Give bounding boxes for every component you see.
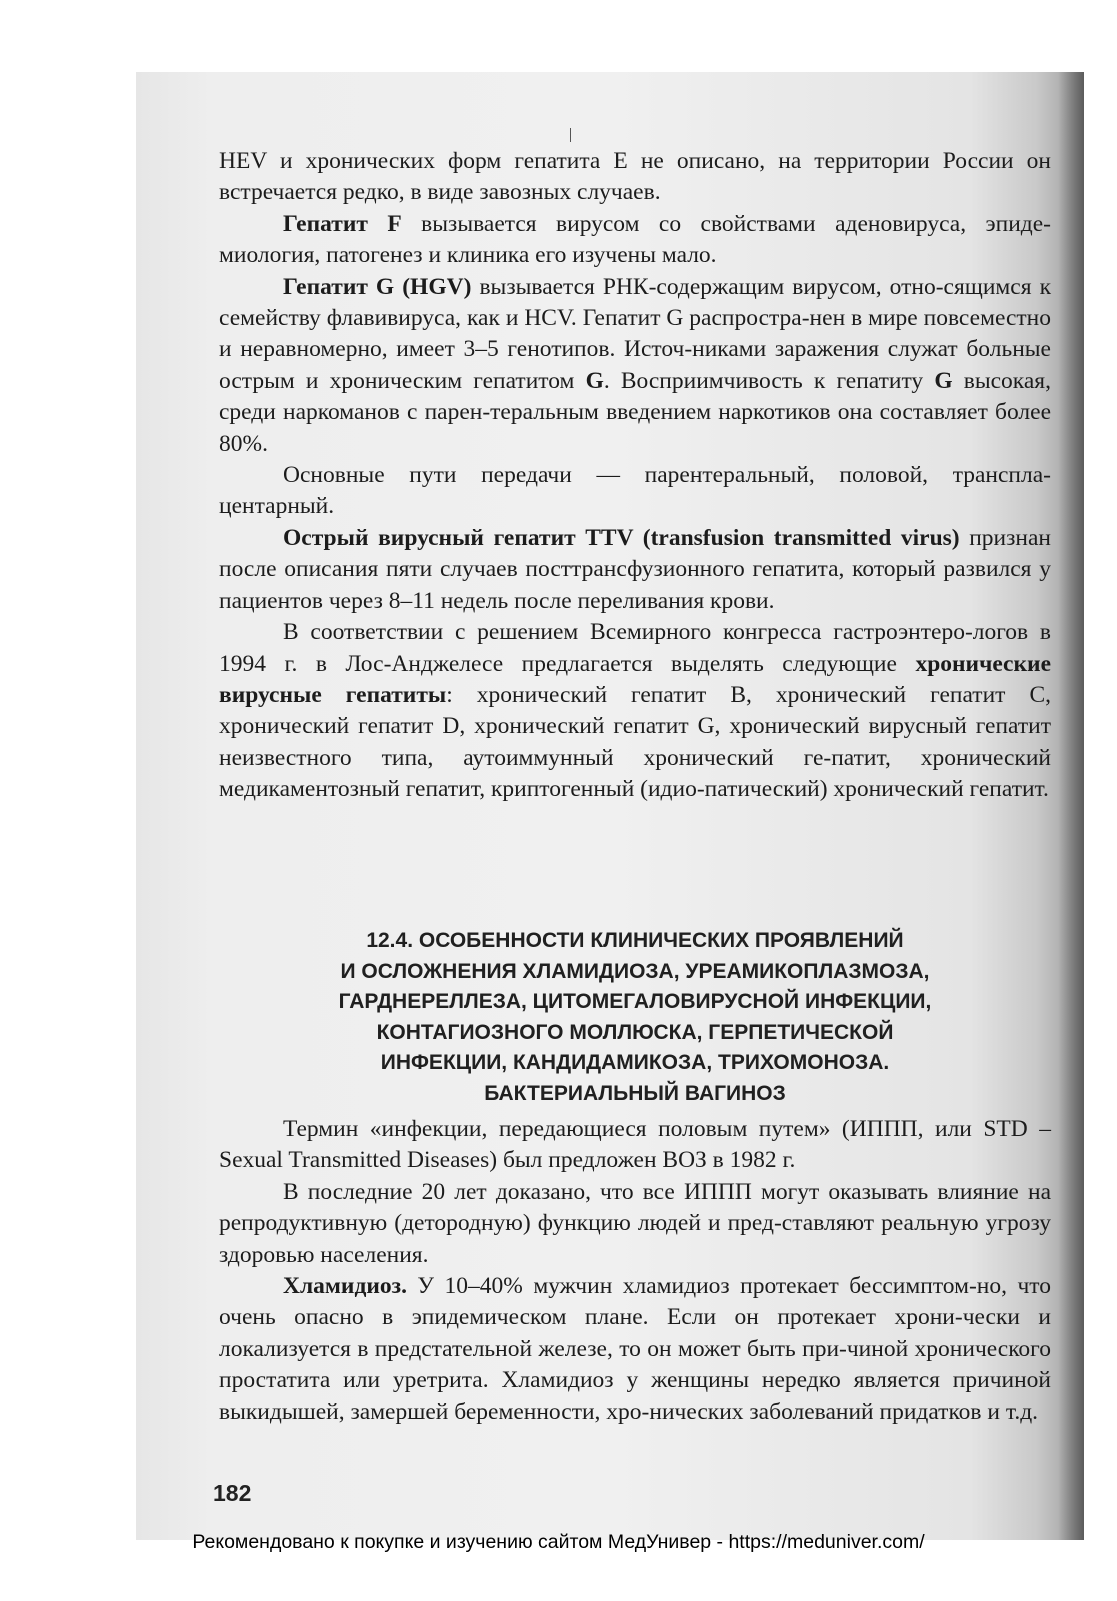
- paragraph-p3: [219, 272, 1051, 460]
- text-run: В соответствии с решением Всемирного конгресса гастроэнтеро-логов в 1994 г. в Лос-Анджелесе предлагается выделять следующие: [219, 619, 1051, 677]
- section-heading-line: И ОСЛОЖНЕНИЯ ХЛАМИДИОЗА, УРЕАМИКОПЛАЗМОЗА,: [340, 959, 930, 983]
- page-number: 182: [213, 1480, 252, 1506]
- section-heading-line: КОНТАГИОЗНОГО МОЛЛЮСКА, ГЕРПЕТИЧЕСКОЙ: [376, 1020, 894, 1044]
- section-heading-line: 12.4. ОСОБЕННОСТИ КЛИНИЧЕСКИХ ПРОЯВЛЕНИЙ: [366, 929, 904, 952]
- section-heading-line: ГАРДНЕРЕЛЛЕЗА, ЦИТОМЕГАЛОВИРУСНОЙ ИНФЕКЦИИ,: [338, 990, 932, 1013]
- bold-term: G: [585, 367, 604, 394]
- text-run: В последние 20 лет доказано, что все ИППП могут оказывать влияние на репродуктивную (детородную) функцию людей и пред-ставляют реальную угрозу здоровью населения.: [219, 1178, 1051, 1268]
- footer-recommendation: Рекомендовано к покупке и изучению сайтом МедУнивер - https://meduniver.com/: [192, 1531, 925, 1553]
- text-run: вызывается РНК-содержащим вирусом, отно-сящимся к семейству флавивируса, как и HCV. Гепатит G распростра-нен в мире повсеместно и неравномерно, имеет 3–5 генотипов. Источ-никами заражения служат больные острым и хроническим гепатитом: [219, 273, 1051, 394]
- bold-term: хронические вирусные гепатиты: [219, 650, 1051, 708]
- text-run: высокая, среди наркоманов с парен-теральным введением наркотиков она составляет более 80%.: [219, 367, 1051, 457]
- paragraph-p1: [219, 146, 1051, 209]
- paragraph-p4: [219, 460, 1051, 523]
- text-run: У 10–40% мужчин хламидиоз протекает бессимптом-но, что очень опасно в эпидемическом плане. Если он протекает хрони-чески и локализуется в предстательной железе, то он может быть при-чиной хронического простатита или уретрита. Хламидиоз у женщины нередко является причиной выкидышей, замершей беременности, хро-нических заболеваний придатков и т.д.: [219, 1273, 1051, 1425]
- text-run: Термин «инфекции, передающиеся половым путем» (ИППП, или STD – Sexual Transmitted Diseases) был предложен ВОЗ в 1982 г.: [219, 1116, 1051, 1174]
- text-run: вызывается вирусом со свойствами аденовируса, эпиде-миология, патогенез и клиника его изучены мало.: [219, 210, 1051, 269]
- bold-term: Хламидиоз.: [283, 1273, 407, 1300]
- paragraph-p2: [219, 209, 1051, 272]
- body-text-top: [219, 146, 1051, 806]
- paragraph-p8: [219, 1177, 1051, 1271]
- text-run: . Восприимчивость к гепатиту: [603, 367, 935, 394]
- paragraph-p6: [219, 617, 1051, 805]
- bold-term: Гепатит G (HGV): [283, 273, 472, 300]
- bold-term: G: [934, 367, 953, 394]
- paragraph-p9: [219, 1271, 1051, 1428]
- section-heading-line: БАКТЕРИАЛЬНЫЙ ВАГИНОЗ: [484, 1081, 786, 1105]
- text-run: HEV и хронических форм гепатита Е не описано, на территории России он встречается редко, в виде завозных случаев.: [219, 148, 1051, 206]
- text-run: Основные пути передачи — парентеральный, половой, транспла-центарный.: [219, 462, 1051, 520]
- body-text-bottom: [219, 1114, 1051, 1428]
- text-run: : хронический гепатит В, хронический гепатит С, хронический гепатит D, хронический гепатит G, хронический вирусный гепатит неизвестного типа, аутоиммунный хронический ге-патит, хронический медикаментозный гепатит, криптогенный (идио-патический) хронический гепатит.: [219, 681, 1051, 803]
- scan-mark: [570, 128, 571, 142]
- bold-term: Острый вирусный гепатит TTV (transfusion transmitted virus): [283, 524, 960, 551]
- paragraph-p7: [219, 1114, 1051, 1177]
- paragraph-p5: [219, 523, 1051, 617]
- section-heading-line: ИНФЕКЦИИ, КАНДИДАМИКОЗА, ТРИХОМОНОЗА.: [380, 1051, 890, 1074]
- text-run: признан после описания пяти случаев посттрансфузионного гепатита, который развился у пациентов через 8–11 недель после переливания крови.: [219, 524, 1051, 614]
- section-heading: [219, 926, 1051, 1109]
- bold-term: Гепатит F: [283, 210, 402, 237]
